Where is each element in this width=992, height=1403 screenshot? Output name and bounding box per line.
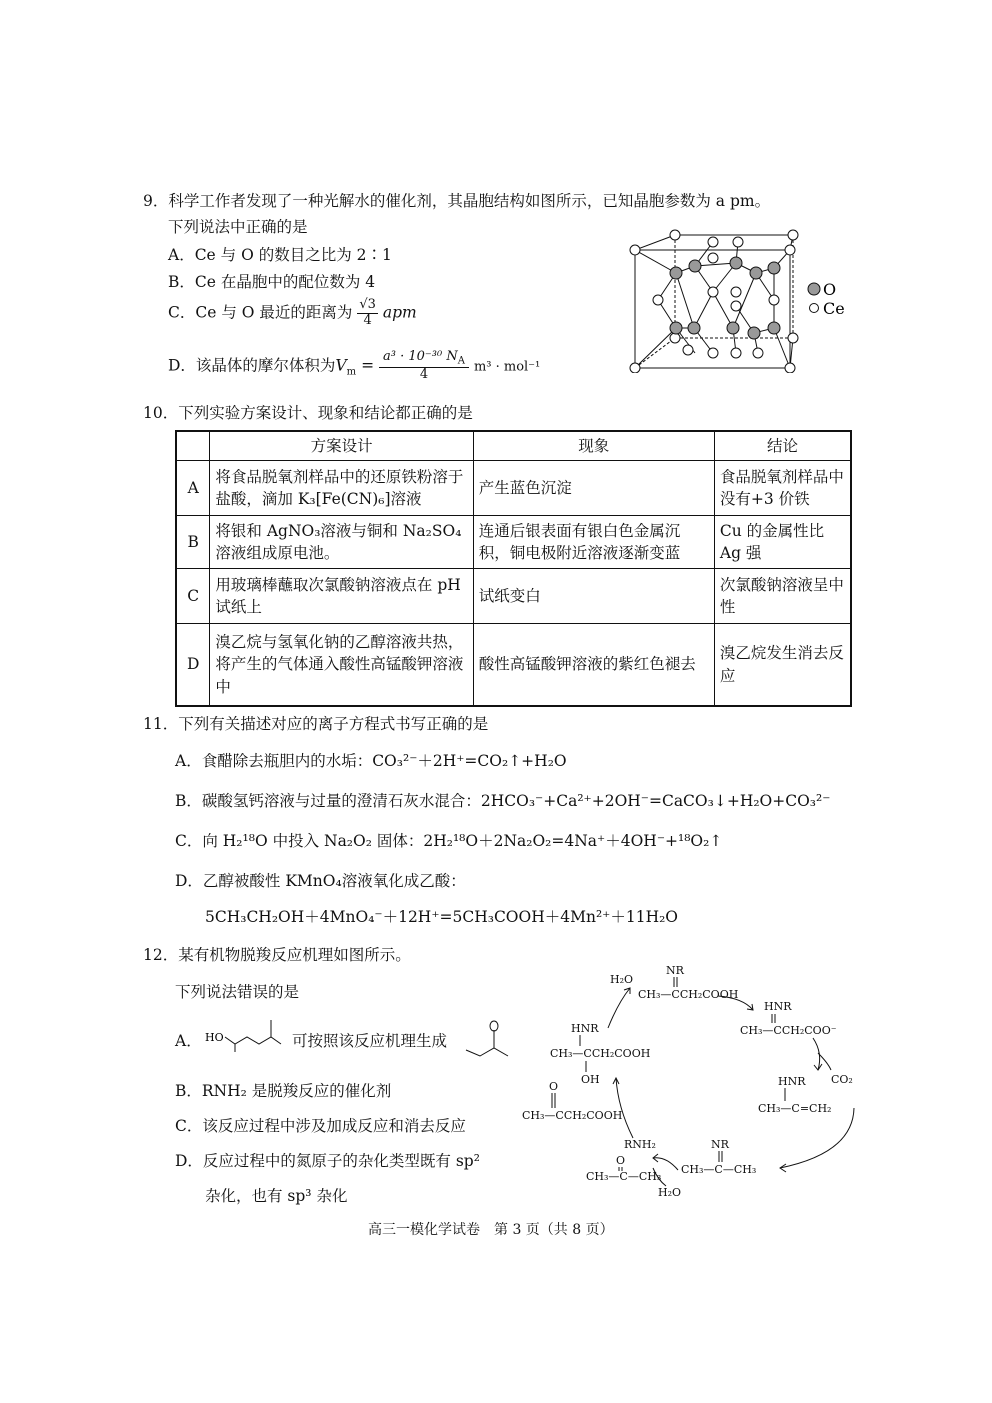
cell-conclusion: 次氯酸钠溶液呈中性 — [714, 569, 851, 624]
acetone-product: CH₃—C—CH₃ — [586, 1170, 662, 1183]
experiment-table — [175, 430, 852, 707]
iminium-carboxylate: CH₃—CCH₂COO⁻ — [740, 1024, 837, 1037]
q11-option-b: B．碳酸氢钙溶液与过量的澄清石灰水混合：2HCO₃⁻+Ca²⁺+2OH⁻=CaCO₃↓+H₂O+CO₃²⁻ — [175, 792, 831, 810]
hydroxyl-label: OH — [581, 1073, 600, 1086]
q11-option-a: A．食醋除去瓶胆内的水垢：CO₃²⁻＋2H⁺=CO₂↑+H₂O — [175, 752, 567, 770]
cell-phenomenon: 试纸变白 — [473, 569, 714, 624]
q10-stem: 10．下列实验方案设计、现象和结论都正确的是 — [143, 404, 473, 422]
table-row — [176, 569, 851, 624]
molar-volume-subscript: m — [346, 366, 357, 378]
q11-stem: 11．下列有关描述对应的离子方程式书写正确的是 — [143, 715, 489, 733]
q12-stem: 12．某有机物脱羧反应机理如图所示。 — [143, 946, 411, 964]
q9-option-d-unit: m³ · mol⁻¹ — [473, 359, 541, 375]
water-bottom-label: H₂O — [658, 1186, 682, 1199]
legend-ce-label: Ce — [823, 299, 845, 318]
co2-label: CO₂ — [831, 1073, 853, 1086]
decarboxylation-mechanism-diagram — [518, 958, 868, 1203]
keto-oxygen: O — [549, 1080, 559, 1093]
imine-top-label: NR — [666, 964, 684, 977]
table-row — [176, 461, 851, 516]
q9-option-d-fraction — [379, 350, 469, 383]
table-row — [176, 624, 851, 706]
carbinolamine-hnr: HNR — [571, 1022, 599, 1035]
water-top-label: H₂O — [610, 973, 634, 986]
table-header: 现象 — [473, 431, 714, 461]
q12-option-d-continued: 杂化，也有 sp³ 杂化 — [205, 1187, 348, 1205]
hydroxyl-label: HO — [205, 1031, 224, 1044]
q12-option-a-text: 可按照该反应机理生成 — [292, 1032, 448, 1050]
table-header-blank — [176, 431, 210, 461]
equals-sign: = — [361, 356, 375, 375]
cell-phenomenon: 酸性高锰酸钾溶液的紫红色褪去 — [473, 624, 714, 706]
molar-volume-symbol: V — [335, 356, 347, 375]
row-label: B — [176, 516, 210, 569]
imine-acetone: CH₃—C—CH₃ — [681, 1163, 757, 1176]
imine-acid-top: CH₃—CCH₂COOH — [638, 988, 739, 1001]
q9-option-c-fraction — [357, 298, 378, 329]
cell-conclusion: 食品脱氧剂样品中没有+3 价铁 — [714, 461, 851, 516]
fraction-numerator: √3 — [359, 297, 376, 312]
enamine-chain: CH₃—C=CH₂ — [758, 1102, 832, 1115]
q11-option-c: C．向 H₂¹⁸O 中投入 Na₂O₂ 固体：2H₂¹⁸O＋2Na₂O₂=4Na⁺＋4OH⁻+¹⁸O₂↑ — [175, 832, 723, 850]
cell-conclusion: 溴乙烷发生消去反应 — [714, 624, 851, 706]
row-label: C — [176, 569, 210, 624]
keto-acid-structure — [203, 1012, 293, 1052]
iminium-label: HNR — [764, 1000, 792, 1013]
numerator-text: a³ · 10⁻³⁰ N — [383, 349, 458, 364]
q9-option-c-text: C．Ce 与 O 最近的距离为 — [168, 303, 353, 322]
crystal-cell-diagram — [628, 228, 858, 373]
table-header: 方案设计 — [210, 431, 473, 461]
cell-design: 将食品脱氧剂样品中的还原铁粉溶于盐酸，滴加 K₃[Fe(CN)₆]溶液 — [210, 461, 473, 516]
cell-conclusion: Cu 的金属性比 Ag 强 — [714, 516, 851, 569]
table-row — [176, 516, 851, 569]
fraction-numerator — [379, 350, 469, 368]
q9-option-a: A．Ce 与 O 的数目之比为 2∶1 — [168, 246, 392, 264]
cell-design: 将银和 AgNO₃溶液与铜和 Na₂SO₄溶液组成原电池。 — [210, 516, 473, 569]
q12-option-c: C．该反应过程中涉及加成反应和消去反应 — [175, 1117, 466, 1135]
q12-option-a-label: A． — [175, 1032, 202, 1050]
fraction-denominator: 4 — [363, 312, 372, 328]
numerator-subscript: A — [457, 355, 465, 367]
row-label: A — [176, 461, 210, 516]
enamine-hnr-label: HNR — [778, 1075, 806, 1088]
cell-phenomenon: 连通后银表面有银白色金属沉积，铜电极附近溶液逐渐变蓝 — [473, 516, 714, 569]
table-header: 结论 — [714, 431, 851, 461]
ketone-structure — [462, 1018, 520, 1058]
q9-option-b: B．Ce 在晶胞中的配位数为 4 — [168, 273, 376, 291]
q9-prompt: 下列说法中正确的是 — [168, 218, 308, 236]
cell-phenomenon: 产生蓝色沉淀 — [473, 461, 714, 516]
q11-option-d-equation: 5CH₃CH₂OH＋4MnO₄⁻＋12H⁺=5CH₃COOH＋4Mn²⁺＋11H₂O — [205, 908, 679, 926]
imine-bottom-label: NR — [711, 1138, 729, 1151]
q9-option-c-unit: apm — [382, 303, 417, 322]
q9-stem: 9．科学工作者发现了一种光解水的催化剂，其晶胞结构如图所示，已知晶胞参数为 a pm。 — [143, 192, 771, 210]
q12-prompt: 下列说法错误的是 — [175, 983, 300, 1001]
q12-option-d: D．反应过程中的氮原子的杂化类型既有 sp² — [175, 1152, 480, 1170]
q9-option-d-text: D．该晶体的摩尔体积为 — [168, 356, 336, 375]
table-header-row — [176, 431, 851, 461]
q9-option-c — [168, 298, 417, 329]
q9-option-d — [168, 350, 540, 383]
keto-acid-substrate: CH₃—CCH₂COOH — [522, 1109, 623, 1122]
q12-option-b: B．RNH₂ 是脱羧反应的催化剂 — [175, 1082, 392, 1100]
fraction-denominator: 4 — [419, 367, 429, 383]
acetone-oxygen: O — [616, 1154, 626, 1167]
page-footer: 高三一模化学试卷 第 3 页（共 8 页） — [368, 1222, 614, 1238]
legend-o-label: O — [823, 280, 837, 299]
q11-option-d: D．乙醇被酸性 KMnO₄溶液氧化成乙酸： — [175, 872, 466, 890]
carbinolamine-chain: CH₃—CCH₂COOH — [550, 1047, 651, 1060]
amine-catalyst-label: RNH₂ — [624, 1138, 656, 1151]
row-label: D — [176, 624, 210, 706]
cell-design: 溴乙烷与氢氧化钠的乙醇溶液共热，将产生的气体通入酸性高锰酸钾溶液中 — [210, 624, 473, 706]
cell-design: 用玻璃棒蘸取次氯酸钠溶液点在 pH 试纸上 — [210, 569, 473, 624]
